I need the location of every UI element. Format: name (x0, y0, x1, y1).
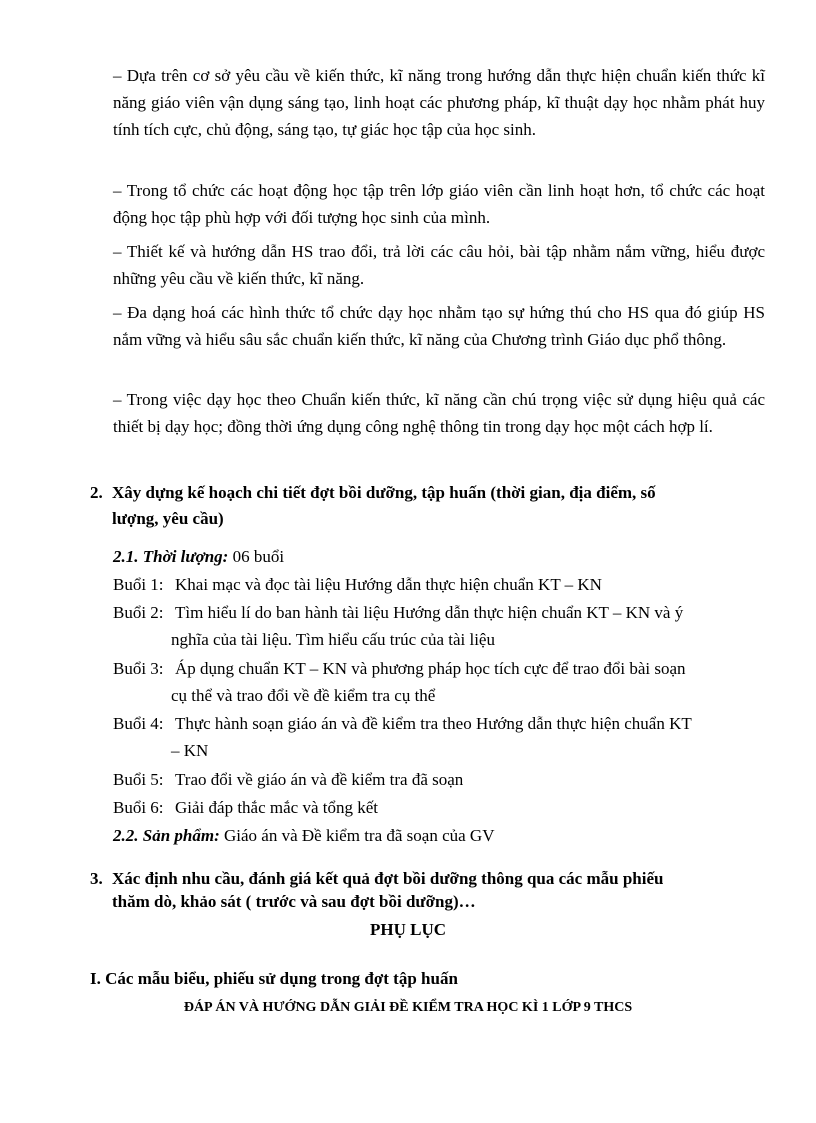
section-2-line1: Xây dựng kế hoạch chi tiết đợt bồi dưỡng, tập huấn (thời gian, địa điểm, số (112, 483, 656, 502)
session-2 (113, 599, 765, 653)
answer-key-title: ĐÁP ÁN VÀ HƯỚNG DẪN GIẢI ĐỀ KIỂM TRA HỌC KÌ 1 LỚP 9 THCS (183, 1000, 633, 1015)
section-3-number: 3. (90, 869, 103, 888)
session-label: Buổi 3: (113, 659, 164, 678)
session-label: Buổi 2: (113, 603, 164, 622)
session-text-cont: – KN (171, 741, 209, 760)
appendix-title: PHỤ LỤC (369, 920, 447, 939)
section-2-line2: lượng, yêu cầu) (112, 509, 224, 528)
section-2-number: 2. (90, 483, 103, 502)
session-label: Buổi 1: (113, 575, 164, 594)
session-5 (113, 766, 765, 793)
section-3-line2: thăm dò, khảo sát ( trước và sau đợt bồi dưỡng)… (112, 892, 476, 911)
product-label: 2.2. Sản phẩm: (113, 826, 220, 845)
session-label: Buổi 5: (113, 770, 164, 789)
session-text: Giải đáp thắc mắc và tổng kết (175, 798, 378, 817)
section-2-heading (90, 480, 766, 532)
product-line (113, 822, 494, 849)
session-text: Thực hành soạn giáo án và đề kiểm tra theo Hướng dẫn thực hiện chuẩn KT (175, 714, 692, 733)
session-6 (113, 794, 765, 821)
session-text-cont: nghĩa của tài liệu. Tìm hiểu cấu trúc của tài liệu (171, 630, 495, 649)
session-label: Buổi 6: (113, 798, 164, 817)
session-text: Tìm hiểu lí do ban hành tài liệu Hướng dẫn thực hiện chuẩn KT – KN và ý (175, 603, 684, 622)
session-4 (113, 710, 765, 764)
duration-line (113, 543, 284, 570)
section-3-heading (90, 867, 766, 913)
duration-label: 2.1. Thời lượng: (113, 547, 229, 566)
section-3-line1: Xác định nhu cầu, đánh giá kết quả đợt bồi dưỡng thông qua các mẫu phiếu (112, 869, 664, 888)
session-label: Buổi 4: (113, 714, 164, 733)
session-text: Trao đổi về giáo án và đề kiểm tra đã soạn (175, 770, 464, 789)
session-text: Khai mạc và đọc tài liệu Hướng dẫn thực hiện chuẩn KT – KN (175, 575, 602, 594)
intro-paragraph-3: – Thiết kế và hướng dẫn HS trao đổi, trả lời các câu hỏi, bài tập nhằm nắm vững, hiểu được những yêu cầu về kiến thức, kĩ năng. (113, 242, 765, 288)
session-text: Áp dụng chuẩn KT – KN và phương pháp học tích cực để trao đổi bài soạn (175, 659, 686, 678)
intro-paragraph-4: – Đa dạng hoá các hình thức tổ chức dạy học nhằm tạo sự hứng thú cho HS qua đó giúp HS nắm vững và hiểu sâu sắc chuẩn kiến thức, kĩ năng của Chương trình Giáo dục phổ thông. (113, 303, 765, 349)
duration-value: 06 buổi (228, 547, 285, 566)
product-value: Giáo án và Đề kiểm tra đã soạn của GV (219, 826, 495, 845)
intro-paragraph-5: – Trong việc dạy học theo Chuẩn kiến thức, kĩ năng cần chú trọng việc sử dụng hiệu quả các thiết bị dạy học; đồng thời ứng dụng công nghệ thông tin trong dạy học một cách hợp lí. (113, 390, 765, 436)
section-I-heading: I. Các mẫu biểu, phiếu sử dụng trong đợt tập huấn (90, 969, 458, 988)
session-text-cont: cụ thể và trao đổi về đề kiểm tra cụ thể (171, 686, 436, 705)
intro-paragraph-1: – Dựa trên cơ sở yêu cầu về kiến thức, kĩ năng trong hướng dẫn thực hiện chuẩn kiến thức kĩ năng giáo viên vận dụng sáng tạo, linh hoạt các phương pháp, kĩ thuật dạy học nhằm phát huy tính tích cực, chủ động, sáng tạo, tự giác học tập của học sinh. (113, 66, 765, 139)
intro-paragraph-2: – Trong tổ chức các hoạt động học tập trên lớp giáo viên cần linh hoạt hơn, tổ chức các hoạt động học tập phù hợp với đối tượng học sinh của mình. (113, 181, 765, 227)
session-1 (113, 571, 765, 598)
session-3 (113, 655, 765, 709)
